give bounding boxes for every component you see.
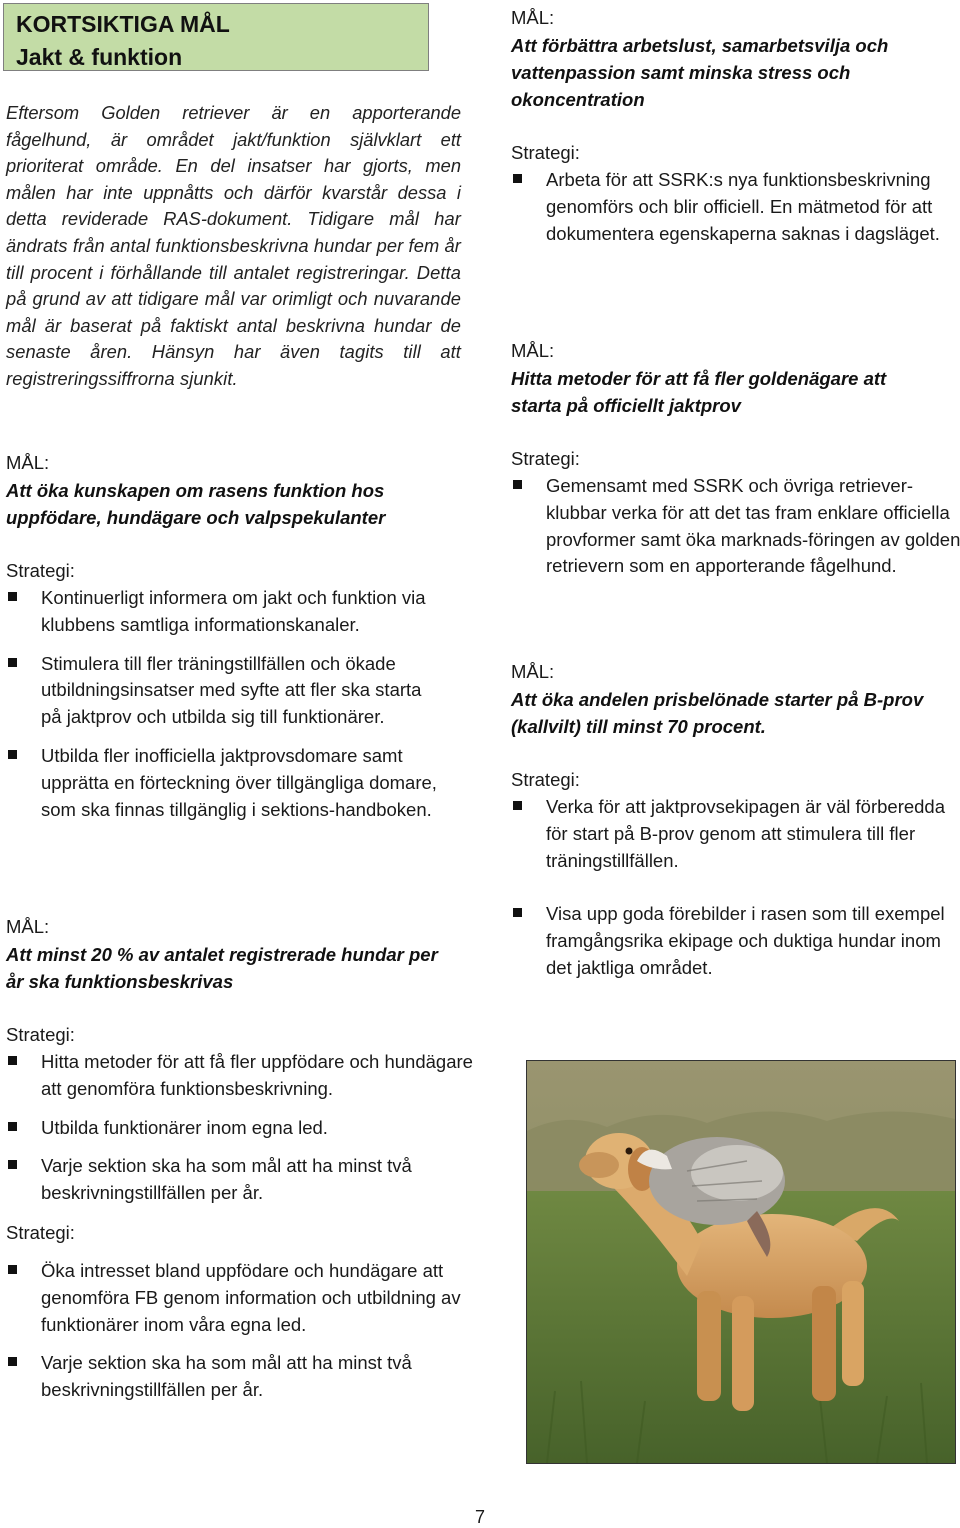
strategy-list <box>511 473 960 580</box>
intro-text-part2: Tidigare mål har ändrats från antal funktionsbeskrivna hundar per fem år till procent i förhållande till antalet registreringar. Detta på grund av att tidigare mål var orimligt och nuvarande mål är baserat på faktiskt antal beskrivna hundar de senaste åren. Hänsyn har även tagits till att registreringssiffrorna sjunkit. <box>6 208 461 389</box>
intro-paragraph <box>6 100 461 393</box>
goal-text-line: Att förbättra arbetslust, samarbetsvilja och <box>511 35 889 56</box>
left-goal2-block <box>6 913 473 1404</box>
bullet-square-icon <box>8 1122 17 1131</box>
goal-label: MÅL: <box>511 661 555 682</box>
bullet-square-icon <box>513 480 522 489</box>
section-title-line2: Jakt & funktion <box>16 44 183 70</box>
strategy-label: Strategi: <box>6 1221 75 1243</box>
right-goal2-block <box>511 337 960 580</box>
dog-retrieving-photo-illustration <box>527 1061 955 1463</box>
golden-retriever-photo <box>526 1060 956 1464</box>
bullet-square-icon <box>8 1265 17 1274</box>
list-item: Verka för att jaktprovsekipagen är väl förberedda för start på B-prov genom att stimulera till fler träningstillfällen. <box>511 794 946 874</box>
bullet-square-icon <box>513 908 522 917</box>
goal-text-line: Att öka kunskapen om rasens funktion hos <box>6 480 385 501</box>
left-goal1-block <box>6 449 466 823</box>
goal-text-line: (kallvilt) till minst 70 procent. <box>511 716 766 737</box>
bullet-square-icon <box>8 592 17 601</box>
goal-label: MÅL: <box>6 452 50 473</box>
bullet-square-icon <box>8 658 17 667</box>
page-number: 7 <box>474 1507 485 1527</box>
strategy-label: Strategi: <box>6 1024 75 1045</box>
strategy-label: Strategi: <box>6 560 75 581</box>
list-item: Arbeta för att SSRK:s nya funktionsbeskrivning genomförs och blir officiell. En mätmetod för att dokumentera egenskaperna saknas i dagsläget. <box>511 167 960 247</box>
list-item: Utbilda funktionärer inom egna led. <box>6 1115 481 1142</box>
section-title-line1: KORTSIKTIGA MÅL <box>16 11 230 37</box>
right-goal1-block <box>511 4 960 247</box>
goal-text-line: Att öka andelen prisbelönade starter på B-prov <box>511 689 924 710</box>
list-item: Varje sektion ska ha som mål att ha minst två beskrivningstillfällen per år. <box>6 1153 461 1207</box>
strategy-list <box>511 167 960 247</box>
strategy-list <box>511 794 960 982</box>
section-title-box <box>3 3 429 71</box>
right-goal3-block <box>511 658 960 982</box>
list-item: Hitta metoder för att få fler uppfödare och hundägare att genomföra funktionsbeskrivning. <box>6 1049 481 1103</box>
goal-label: MÅL: <box>511 340 555 361</box>
strategy-list <box>6 585 466 823</box>
goal-text-line: Att minst 20 % av antalet registrerade hundar per <box>6 944 438 965</box>
list-item: Visa upp goda förebilder i rasen som till exempel framgångsrika ekipage och duktiga hundar inom det jaktliga området. <box>511 901 956 981</box>
list-item: Öka intresset bland uppfödare och hundägare att genomföra FB genom information och utbildning av funktionärer inom våra egna led. <box>6 1258 471 1338</box>
goal-text-line: starta på officiellt jaktprov <box>511 395 741 416</box>
goal-text-line: uppfödare, hundägare och valpspekulanter <box>6 507 386 528</box>
bullet-square-icon <box>8 1056 17 1065</box>
bullet-square-icon <box>513 801 522 810</box>
bullet-square-icon <box>8 1357 17 1366</box>
strategy-label: Strategi: <box>511 769 580 790</box>
list-item: Kontinuerligt informera om jakt och funktion via klubbens samtliga informationskanaler. <box>6 585 451 639</box>
strategy-list <box>6 1258 466 1404</box>
goal-label: MÅL: <box>511 7 555 28</box>
goal-text-line: år ska funktionsbeskrivas <box>6 971 234 992</box>
list-item: Varje sektion ska ha som mål att ha minst två beskrivningstillfällen per år. <box>6 1350 461 1404</box>
strategy-label: Strategi: <box>511 142 580 163</box>
goal-label: MÅL: <box>6 916 50 937</box>
list-item: Utbilda fler inofficiella jaktprovsdomare samt upprätta en förteckning över tillgängliga domare, som ska finnas tillgänglig i sektions-handboken. <box>6 743 451 823</box>
list-item: Stimulera till fler träningstillfällen och ökade utbildningsinsatser med syfte att fler ska starta på jaktprov och utbilda sig till funktionärer. <box>6 651 431 731</box>
intro-text-part1: Eftersom Golden retriever är en apporterande fågelhund, är området jakt/funktion självklart ett prioriterat område. En del insatser har gjorts, men målen har inte uppnåtts och därför kvarstår dessa i detta reviderade RAS-dokument. <box>6 102 461 230</box>
list-item: Gemensamt med SSRK och övriga retriever-klubbar verka för att det tas fram enklare officiella provformer samt öka marknads-föringen av golden retrievern som en apporterande fågelhund. <box>511 473 960 580</box>
goal-text-line: vattenpassion samt minska stress och <box>511 62 851 83</box>
goal-text-line: Hitta metoder för att få fler goldenägare att <box>511 368 887 389</box>
strategy-label: Strategi: <box>511 448 580 469</box>
bullet-square-icon <box>8 1160 17 1169</box>
bullet-square-icon <box>8 750 17 759</box>
bullet-square-icon <box>513 174 522 183</box>
goal-text-line: okoncentration <box>511 89 645 110</box>
strategy-list <box>6 1049 473 1207</box>
